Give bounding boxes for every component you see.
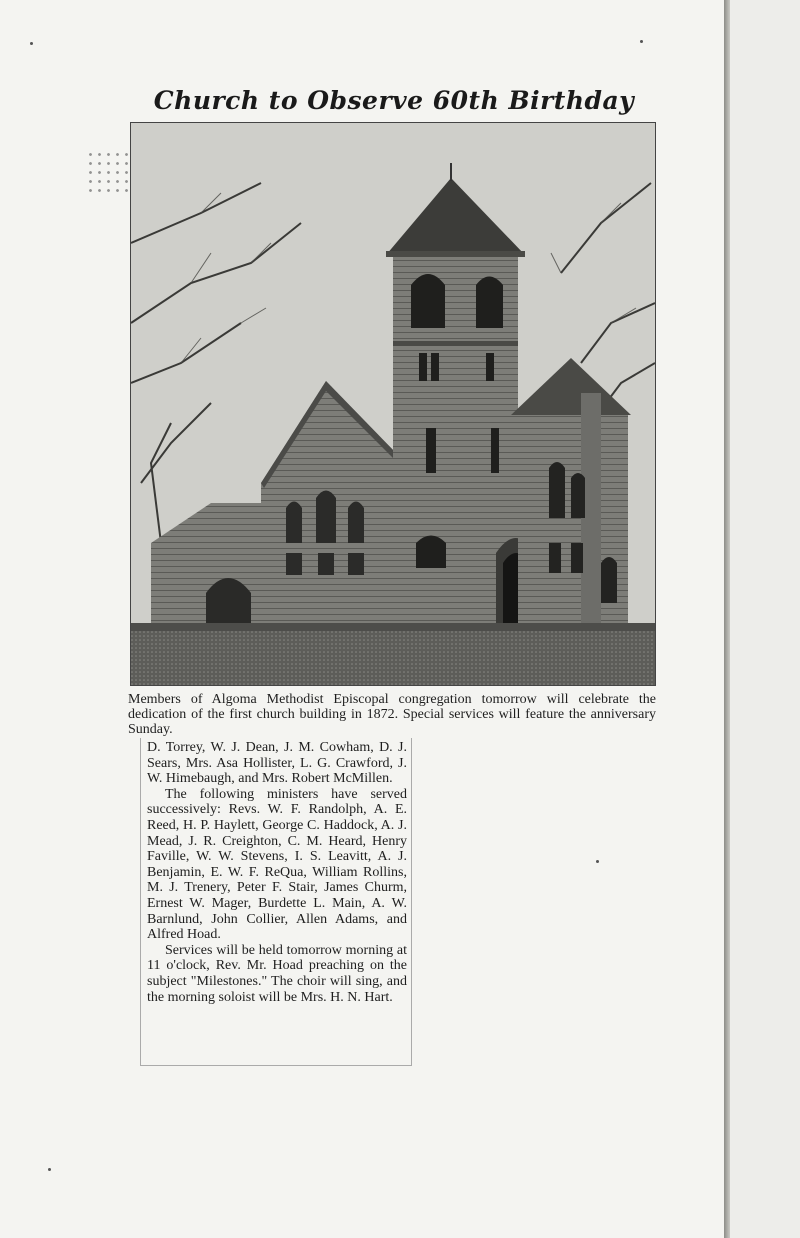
photo-caption: Members of Algoma Methodist Episcopal congregation tomorrow will celebrate the dedication of the first church building in 1872. Special services will feature the anniversary Sunday. [128, 692, 656, 737]
article-paragraph: Services will be held tomorrow morning at 11 o'clock, Rev. Mr. Hoad preaching on the subject "Milestones." The choir will sing, and the morning soloist will be Mrs. H. N. Hart. [147, 942, 407, 1005]
headline: Church to Observe 60th Birthday [153, 86, 635, 115]
church-illustration [131, 123, 655, 685]
article-paragraph: The following ministers have served successively: Revs. W. F. Randolph, A. E. Reed, H. P. Haylett, George C. Haddock, A. J. Mead, J. R. Creighton, C. M. Heard, Henry Faville, W. W. Stevens, I. S. Leavitt, A. J. Benjamin, E. W. F. ReQua, William Rollins, M. J. Trenery, Peter F. Stair, James Churm, Ernest W. Mager, Burdette L. Main, A. W. Barnlund, John Collier, Allen Adams, and Alfred Hoad. [147, 786, 407, 943]
speck [48, 1168, 51, 1171]
speck [30, 42, 33, 45]
article-column [140, 738, 412, 1066]
newspaper-clipping [126, 78, 658, 738]
scanner-margin [730, 0, 800, 1238]
article-paragraph: D. Torrey, W. J. Dean, J. M. Cowham, D. J. Sears, Mrs. Asa Hollister, L. G. Crawford, J. W. Himebaugh, and Mrs. Robert McMillen. [147, 740, 407, 787]
speck [596, 860, 599, 863]
speck [640, 40, 643, 43]
church-photograph [130, 122, 656, 686]
